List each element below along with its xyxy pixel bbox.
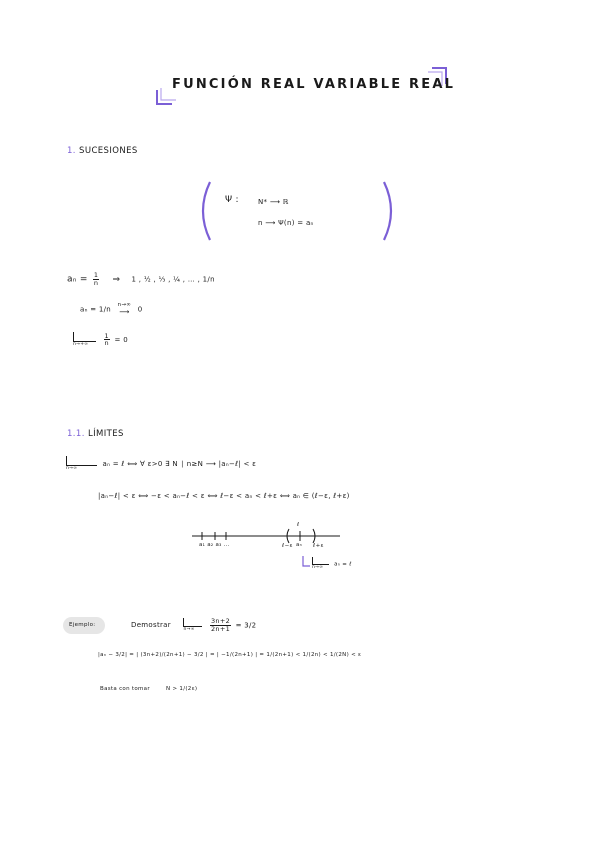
example-frac-num: 3n+2 xyxy=(211,617,231,626)
example-claim xyxy=(131,618,256,633)
example2-text: aₙ = 1/n xyxy=(80,305,112,314)
right-paren xyxy=(384,182,391,240)
conclusion-value: N > 1/(2ε) xyxy=(165,686,198,692)
example-sequence-line xyxy=(67,272,215,286)
example-limit-sub: n→∞ xyxy=(183,627,195,632)
example-conclusion xyxy=(100,686,197,692)
example3-frac-num: 1 xyxy=(104,331,109,340)
example2-arrow: ⟶ xyxy=(119,307,130,316)
nl-limit-text: aₙ = ℓ xyxy=(334,561,352,568)
nl-limit-bar xyxy=(312,557,329,565)
limit-def-text: aₙ = ℓ ⟺ ∀ ε>0 ∃ N ∣ n≥N ⟶ |aₙ−ℓ| < ε xyxy=(102,459,257,468)
proof-part1: | (3n+2)/(2n+1) − 3/2 | = | −1/(2n+1) | = xyxy=(136,652,265,658)
point-label: aₙ xyxy=(296,542,303,548)
example2-arrow-label: n→∞ xyxy=(117,302,132,308)
limit-definition xyxy=(66,456,256,472)
limit-def-bar xyxy=(66,456,97,466)
limit-def-symbol xyxy=(66,456,97,472)
example-limit-bar xyxy=(183,618,202,627)
limit-marker xyxy=(303,556,310,566)
nl-limit-sub: n→∞ xyxy=(312,565,324,570)
example-proof-line xyxy=(98,652,361,658)
conclusion-text: Basta con tomar xyxy=(100,686,150,692)
limit-bar xyxy=(73,332,96,342)
left-paren xyxy=(203,182,210,240)
example1-fraction xyxy=(93,272,99,286)
definition-line-1: N* ⟶ ℝ xyxy=(258,198,289,206)
tick-label-a1: a₁ xyxy=(199,542,206,548)
nl-limit-symbol xyxy=(312,557,329,571)
center-label: ℓ xyxy=(297,522,300,528)
example3-fraction xyxy=(104,333,110,347)
subsection-number: 1.1. xyxy=(67,429,85,439)
example1-frac-num: 1 xyxy=(93,271,99,279)
number-line-ticks xyxy=(199,542,230,548)
page-title: FUNCIÓN REAL VARIABLE REAL xyxy=(172,77,456,92)
example2-arrow-group xyxy=(118,303,132,316)
right-interval-label: ℓ+ε xyxy=(313,543,324,549)
section-title: SUCESIONES xyxy=(79,146,138,156)
subsection-title: LÍMITES xyxy=(87,429,124,439)
example1-lhs: aₙ = xyxy=(67,274,88,285)
example1-arrow: ⇒ xyxy=(112,274,121,285)
corner-bracket-bottom-left xyxy=(157,90,172,104)
limit-sub: n→+∞ xyxy=(73,342,89,347)
example1-sequence: 1 , ½ , ⅓ , ¼ , … , 1/n xyxy=(131,275,215,284)
example-frac-den: 2n+1 xyxy=(211,624,231,633)
tick-label-a2: a₂ xyxy=(207,542,214,548)
limit-def-sub: n→∞ xyxy=(66,466,78,471)
tick-label-a3: a₃ … xyxy=(215,542,230,548)
left-interval-label: ℓ−ε xyxy=(282,543,293,549)
map-label: Ψ : xyxy=(225,195,239,205)
example3-line xyxy=(73,332,128,348)
example3-result: = 0 xyxy=(114,335,128,344)
example-intro: Demostrar xyxy=(131,621,171,630)
example-limit-symbol xyxy=(183,618,202,633)
proof-lhs: |aₙ − 3/2| = xyxy=(98,652,135,658)
example2-line xyxy=(80,303,142,316)
example-result: = 3/2 xyxy=(235,621,257,630)
section-heading-sucesiones xyxy=(67,146,138,156)
example-fraction xyxy=(210,618,231,632)
example2-result: 0 xyxy=(137,305,143,314)
proof-part2: 1/(2n+1) < 1/(2n) < 1/(2N) < ε xyxy=(266,652,362,658)
example-badge-text: Ejemplo: xyxy=(69,622,96,628)
example1-frac-den: n xyxy=(93,278,99,287)
section-number: 1. xyxy=(67,146,76,156)
section-heading-limites xyxy=(67,429,124,439)
limit-expansion: |aₙ−ℓ| < ε ⟺ −ε < aₙ−ℓ < ε ⟺ ℓ−ε < aₙ < ℓ+ε ⟺ aₙ ∈ (ℓ−ε, ℓ+ε) xyxy=(98,492,350,500)
definition-line-2: n ⟶ Ψ(n) = aₙ xyxy=(258,219,314,227)
example3-frac-den: n xyxy=(104,339,109,348)
limit-symbol xyxy=(73,332,96,348)
number-line-limit xyxy=(312,557,352,571)
